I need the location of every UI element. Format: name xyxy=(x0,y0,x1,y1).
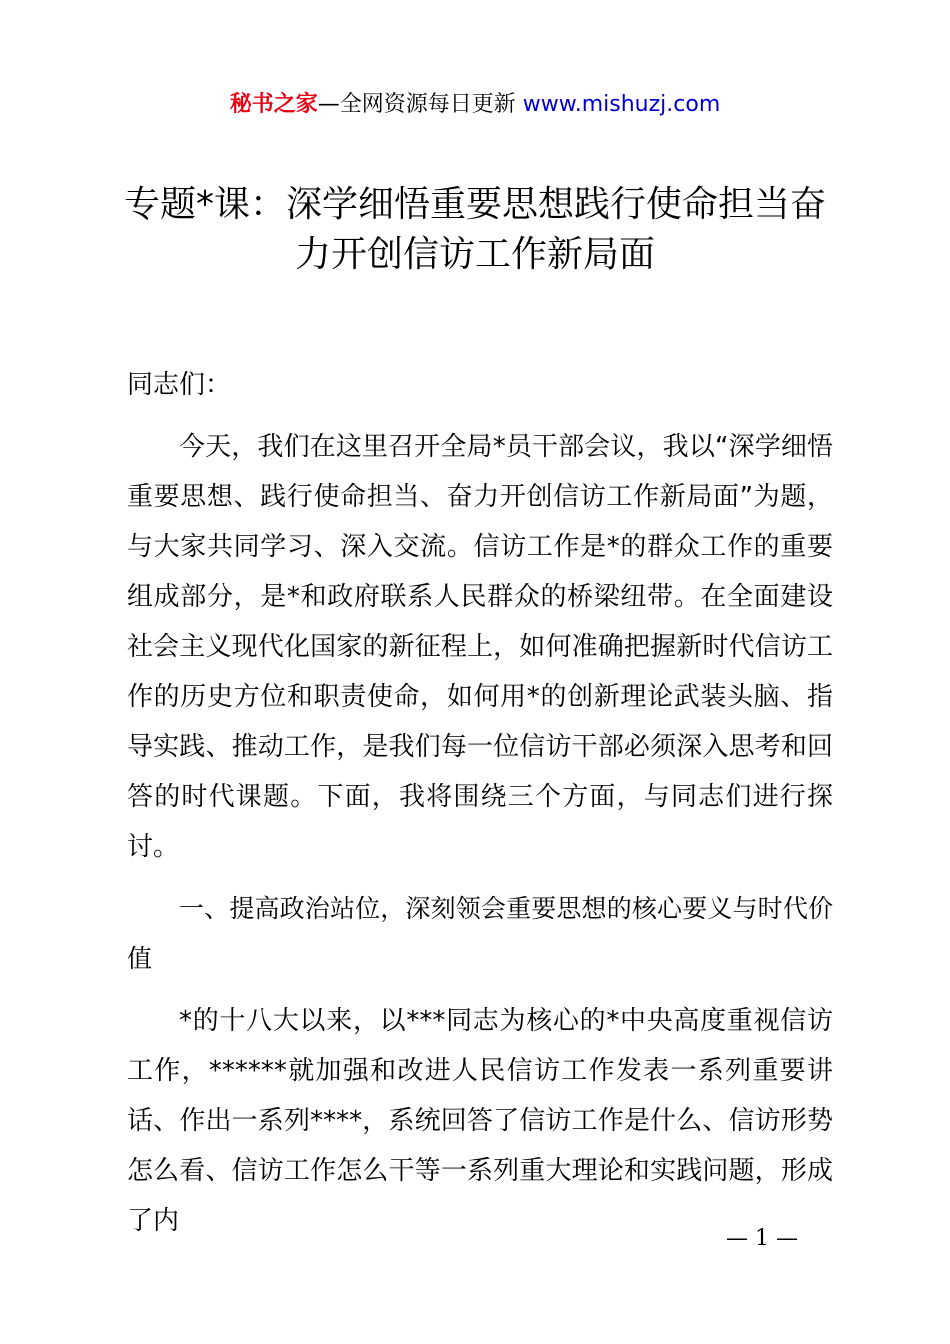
site-banner xyxy=(0,88,950,122)
section-heading-1: 一、提高政治站位，深刻领会重要思想的核心要义与时代价值 xyxy=(127,894,833,973)
site-brand: 秘书之家 xyxy=(229,92,318,117)
document-title xyxy=(60,180,890,280)
document-body xyxy=(127,360,833,1258)
title-line-1: 专题*课：深学细悟重要思想践行使命担当奋 xyxy=(123,184,826,225)
paragraph-intro: 今天，我们在这里召开全局*员干部会议，我以“深学细悟重要思想、践行使命担当、奋力开创信访工作新局面”为题，与大家共同学习、深入交流。信访工作是*的群众工作的重要组成部分，是*和政府联系人民群众的桥梁纽带。在全面建设社会主义现代化国家的新征程上，如何准确把握新时代信访工作的历史方位和职责使命，如何用*的创新理论武装头脑、指导实践、推动工作，是我们每一位信访干部必须深入思考和回答的时代课题。下面，我将围绕三个方面，与同志们进行探讨。 xyxy=(127,432,833,862)
page-number: — 1 — xyxy=(726,1226,798,1251)
greeting: 同志们： xyxy=(127,370,232,400)
title-line-2: 力开创信访工作新局面 xyxy=(294,234,655,275)
site-url-link[interactable]: www.mishuzj.com xyxy=(522,92,721,117)
site-tagline: —全网资源每日更新 xyxy=(317,92,523,117)
paragraph-section-1: *的十八大以来，以***同志为核心的*中央高度重视信访工作，******就加强和改进人民信访工作发表一系列重要讲话、作出一系列****，系统回答了信访工作是什么、信访形势怎么看、信访工作怎么干等一系列重大理论和实践问题，形成了内 xyxy=(127,1006,833,1236)
